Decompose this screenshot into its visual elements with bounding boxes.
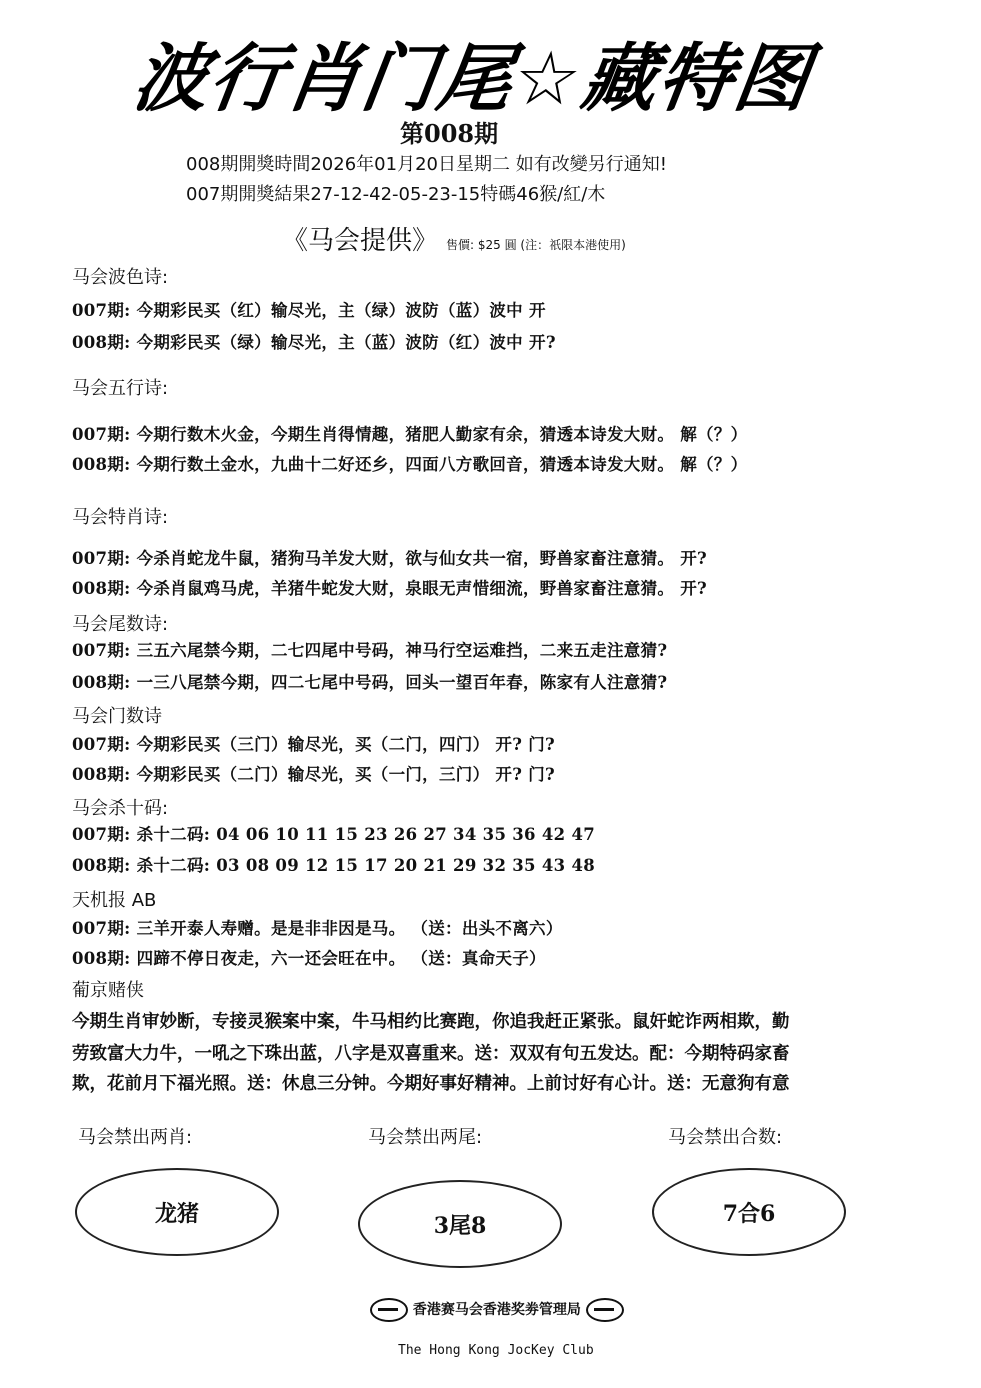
banned-zodiac-label: 马会禁出两肖: bbox=[78, 1127, 193, 1148]
price-note: 售價: $25 圓 (注：祇限本港使用) bbox=[446, 238, 626, 252]
section-heading: 马会杀十码: bbox=[72, 798, 169, 819]
poem-line: 008期: 一三八尾禁今期，四二七尾中号码，回头一望百年春，陈家有人注意猜? bbox=[72, 673, 668, 692]
banned-sum-value: 7合6 bbox=[722, 1200, 776, 1227]
poem-line: 008期: 今杀肖鼠鸡马虎，羊猪牛蛇发大财，泉眼无声惜细流，野兽家畜注意猜。 开? bbox=[72, 579, 707, 598]
poem-line: 008期: 今期彩民买（二门）输尽光，买（一门，三门） 开? 门? bbox=[72, 765, 556, 784]
poem-line: 007期: 今期彩民买（三门）输尽光，买（二门，四门） 开? 门? bbox=[72, 735, 556, 754]
source-line bbox=[282, 220, 626, 257]
gambler-text: 今期生肖审妙断，专接灵猴案中案，牛马相约比赛跑，你追我赶正紧张。鼠奸蛇诈两相欺，勤 bbox=[72, 1012, 790, 1032]
section-heading: 葡京赌侠 bbox=[72, 980, 144, 1001]
source: 《马会提供》 bbox=[282, 226, 439, 256]
banned-sum-oval bbox=[652, 1168, 846, 1256]
poem-line: 007期: 三羊开泰人寿赠。是是非非因是马。 （送：出头不离六） bbox=[72, 919, 563, 938]
section-heading: 马会门数诗 bbox=[72, 706, 162, 727]
banned-zodiac-value: 龙猪 bbox=[154, 1200, 199, 1227]
gambler-text: 欺，花前月下福光照。送：休息三分钟。今期好事好精神。上前讨好有心计。送：无意狗有意 bbox=[72, 1074, 790, 1094]
hkjc-logo-icon bbox=[370, 1298, 408, 1322]
footer-org bbox=[370, 1298, 624, 1322]
kill-numbers-line: 007期: 杀十二码: 04 06 10 11 15 23 26 27 34 35 36 42 47 bbox=[72, 825, 596, 844]
footer-org-en: The Hong Kong JocKey Club bbox=[398, 1343, 594, 1358]
banned-tail-oval bbox=[358, 1180, 562, 1268]
issue-number: 第008期 bbox=[400, 119, 499, 148]
banned-sum-label: 马会禁出合数: bbox=[668, 1127, 783, 1148]
section-heading: 马会波色诗: bbox=[72, 267, 169, 288]
last-result: 007期開獎結果27-12-42-05-23-15特碼46猴/紅/木 bbox=[186, 184, 606, 205]
poem-line: 007期: 今期行数木火金，今期生肖得情趣，猪肥人勤家有余，猜透本诗发大财。 解（？） bbox=[72, 425, 748, 444]
banned-tail-label: 马会禁出两尾: bbox=[368, 1127, 483, 1148]
section-heading: 马会尾数诗: bbox=[72, 614, 169, 635]
draw-time: 008期開獎時間2026年01月20日星期二 如有改變另行通知! bbox=[186, 154, 667, 175]
kill-numbers-line: 008期: 杀十二码: 03 08 09 12 15 17 20 21 29 32 35 43 48 bbox=[72, 856, 596, 875]
gambler-text: 劳致富大力牛，一吼之下珠出蓝，八字是双喜重来。送：双双有句五发达。配：今期特码家畜 bbox=[72, 1044, 790, 1064]
banned-tail-value: 3尾8 bbox=[433, 1212, 487, 1239]
page-title: 波行肖门尾☆藏特图 bbox=[128, 36, 817, 122]
section-heading: 马会特肖诗: bbox=[72, 507, 169, 528]
section-heading: 马会五行诗: bbox=[72, 378, 169, 399]
hkjc-logo-icon bbox=[586, 1298, 624, 1322]
poem-line: 008期: 今期彩民买（绿）输尽光，主（蓝）波防（红）波中 开? bbox=[72, 333, 556, 352]
poem-line: 007期: 三五六尾禁今期，二七四尾中号码，神马行空运难挡，二来五走注意猜? bbox=[72, 641, 668, 660]
banned-zodiac-oval bbox=[75, 1168, 279, 1256]
poem-line: 007期: 今杀肖蛇龙牛鼠，猪狗马羊发大财，欲与仙女共一宿，野兽家畜注意猜。 开? bbox=[72, 549, 707, 568]
poem-line: 007期: 今期彩民买（红）输尽光，主（绿）波防（蓝）波中 开 bbox=[72, 301, 546, 320]
footer-org-cn: 香港赛马会香港奖劵管理局 bbox=[412, 1302, 581, 1318]
section-heading: 天机报 AB bbox=[72, 890, 157, 911]
poem-line: 008期: 四蹄不停日夜走，六一还会旺在中。 （送：真命天子） bbox=[72, 949, 546, 968]
poem-line: 008期: 今期行数土金水，九曲十二好还乡，四面八方歌回音，猜透本诗发大财。 解（？） bbox=[72, 455, 748, 474]
